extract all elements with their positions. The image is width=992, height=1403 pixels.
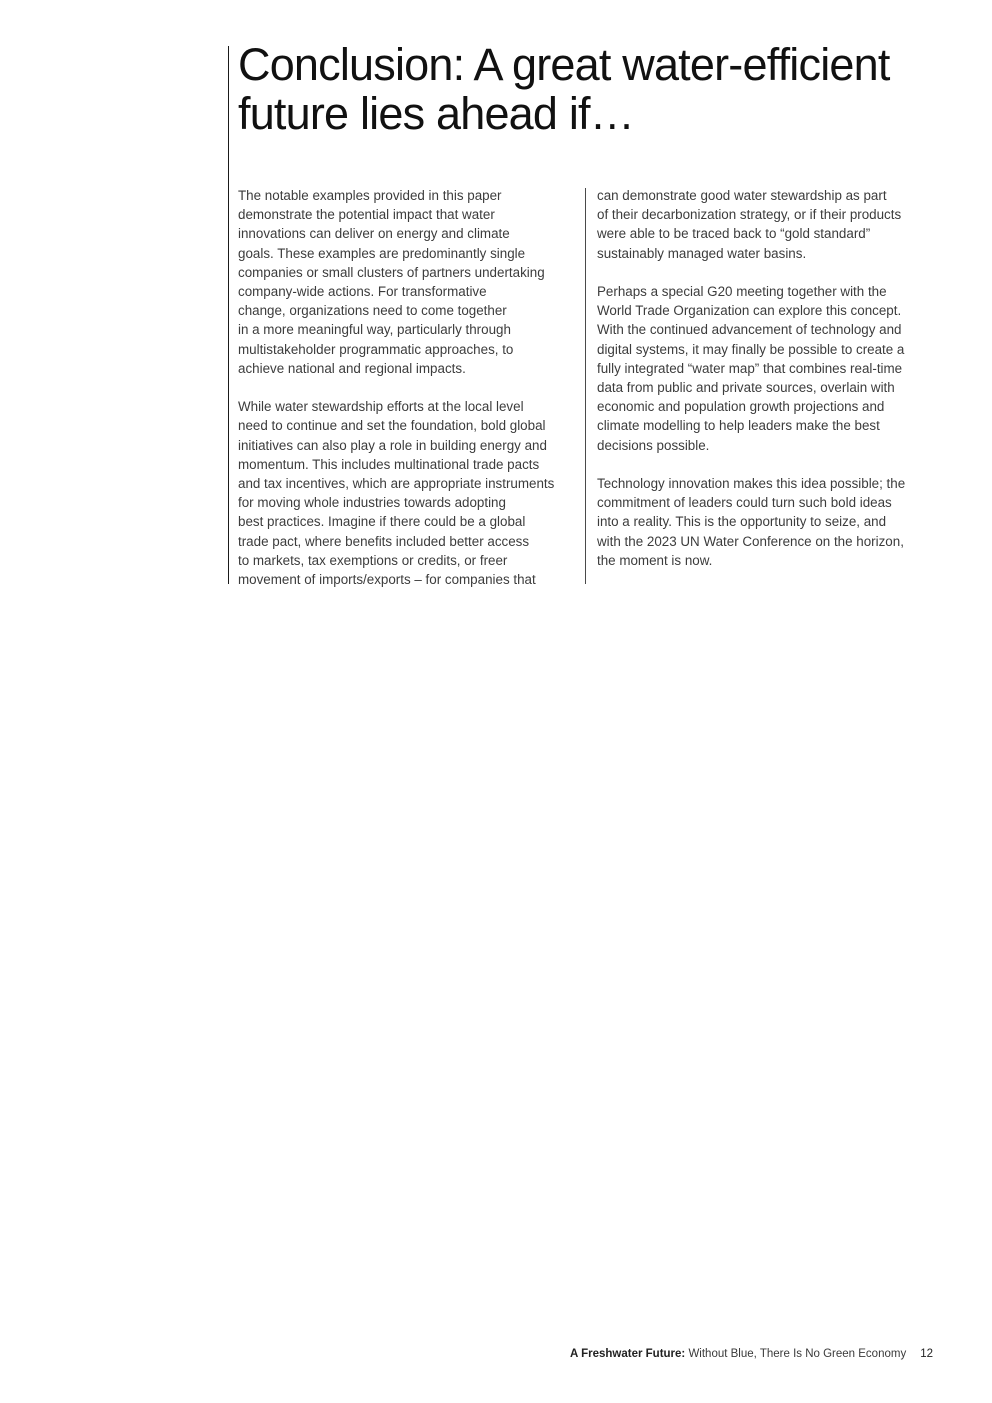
page-number: 12 xyxy=(920,1348,933,1360)
footer-report-title: A Freshwater Future: xyxy=(570,1348,686,1360)
body-paragraph xyxy=(238,186,580,378)
text-line: multistakeholder programmatic approaches, to xyxy=(238,341,514,357)
text-line: sustainably managed water basins. xyxy=(597,245,807,261)
text-line: company-wide actions. For transformative xyxy=(238,284,487,300)
text-line: climate modelling to help leaders make the best xyxy=(597,418,880,434)
column-divider xyxy=(585,188,586,584)
text-line: best practices. Imagine if there could be a global xyxy=(238,514,526,530)
text-line: commitment of leaders could turn such bold ideas xyxy=(597,495,892,511)
text-line: movement of imports/exports – for companies that xyxy=(238,572,536,588)
left-text-column xyxy=(238,186,580,608)
text-line: momentum. This includes multinational trade pacts xyxy=(238,456,540,472)
body-paragraph xyxy=(597,474,942,570)
text-line: with the 2023 UN Water Conference on the horizon, xyxy=(597,533,904,549)
title-line: Conclusion: A great water-efficient xyxy=(238,39,890,90)
text-line: goals. These examples are predominantly single xyxy=(238,245,526,261)
text-line: fully integrated “water map” that combines real-time xyxy=(597,360,903,376)
text-line: Technology innovation makes this idea possible; the xyxy=(597,476,906,492)
text-line: demonstrate the potential impact that water xyxy=(238,207,495,223)
text-line: companies or small clusters of partners undertaking xyxy=(238,264,545,280)
text-line: in a more meaningful way, particularly through xyxy=(238,322,511,338)
text-line: change, organizations need to come together xyxy=(238,303,507,319)
section-rule xyxy=(228,46,229,584)
text-line: initiatives can also play a role in building energy and xyxy=(238,437,547,453)
text-line: of their decarbonization strategy, or if their products xyxy=(597,207,902,223)
text-line: trade pact, where benefits included better access xyxy=(238,533,530,549)
text-line: for moving whole industries towards adopting xyxy=(238,495,506,511)
text-line: can demonstrate good water stewardship as part xyxy=(597,188,887,203)
text-line: The notable examples provided in this paper xyxy=(238,188,502,203)
text-line: Perhaps a special G20 meeting together with the xyxy=(597,284,887,299)
text-line: digital systems, it may finally be possible to create a xyxy=(597,341,905,357)
text-line: World Trade Organization can explore this concept. xyxy=(597,303,902,319)
text-line: economic and population growth projections and xyxy=(597,399,885,415)
title-line: future lies ahead if… xyxy=(238,88,634,139)
text-line: were able to be traced back to “gold standard” xyxy=(597,226,871,242)
text-line: the moment is now. xyxy=(597,552,713,568)
text-line: to markets, tax exemptions or credits, or freer xyxy=(238,552,508,568)
text-line: innovations can deliver on energy and climate xyxy=(238,226,510,242)
body-paragraph xyxy=(238,397,580,589)
text-line: decisions possible. xyxy=(597,437,710,453)
page-footer xyxy=(570,1346,933,1362)
body-paragraph xyxy=(597,186,942,263)
text-line: data from public and private sources, overlain with xyxy=(597,380,895,396)
body-paragraph xyxy=(597,282,942,455)
text-line: With the continued advancement of technology and xyxy=(597,322,902,338)
footer-report-subtitle: Without Blue, There Is No Green Economy xyxy=(685,1348,907,1360)
right-text-column xyxy=(597,186,942,589)
text-line: achieve national and regional impacts. xyxy=(238,360,466,376)
text-line: into a reality. This is the opportunity to seize, and xyxy=(597,514,887,530)
text-line: and tax incentives, which are appropriate instruments xyxy=(238,476,555,492)
text-line: While water stewardship efforts at the local level xyxy=(238,399,524,415)
page-title xyxy=(238,40,978,138)
text-line: need to continue and set the foundation, bold global xyxy=(238,418,546,434)
